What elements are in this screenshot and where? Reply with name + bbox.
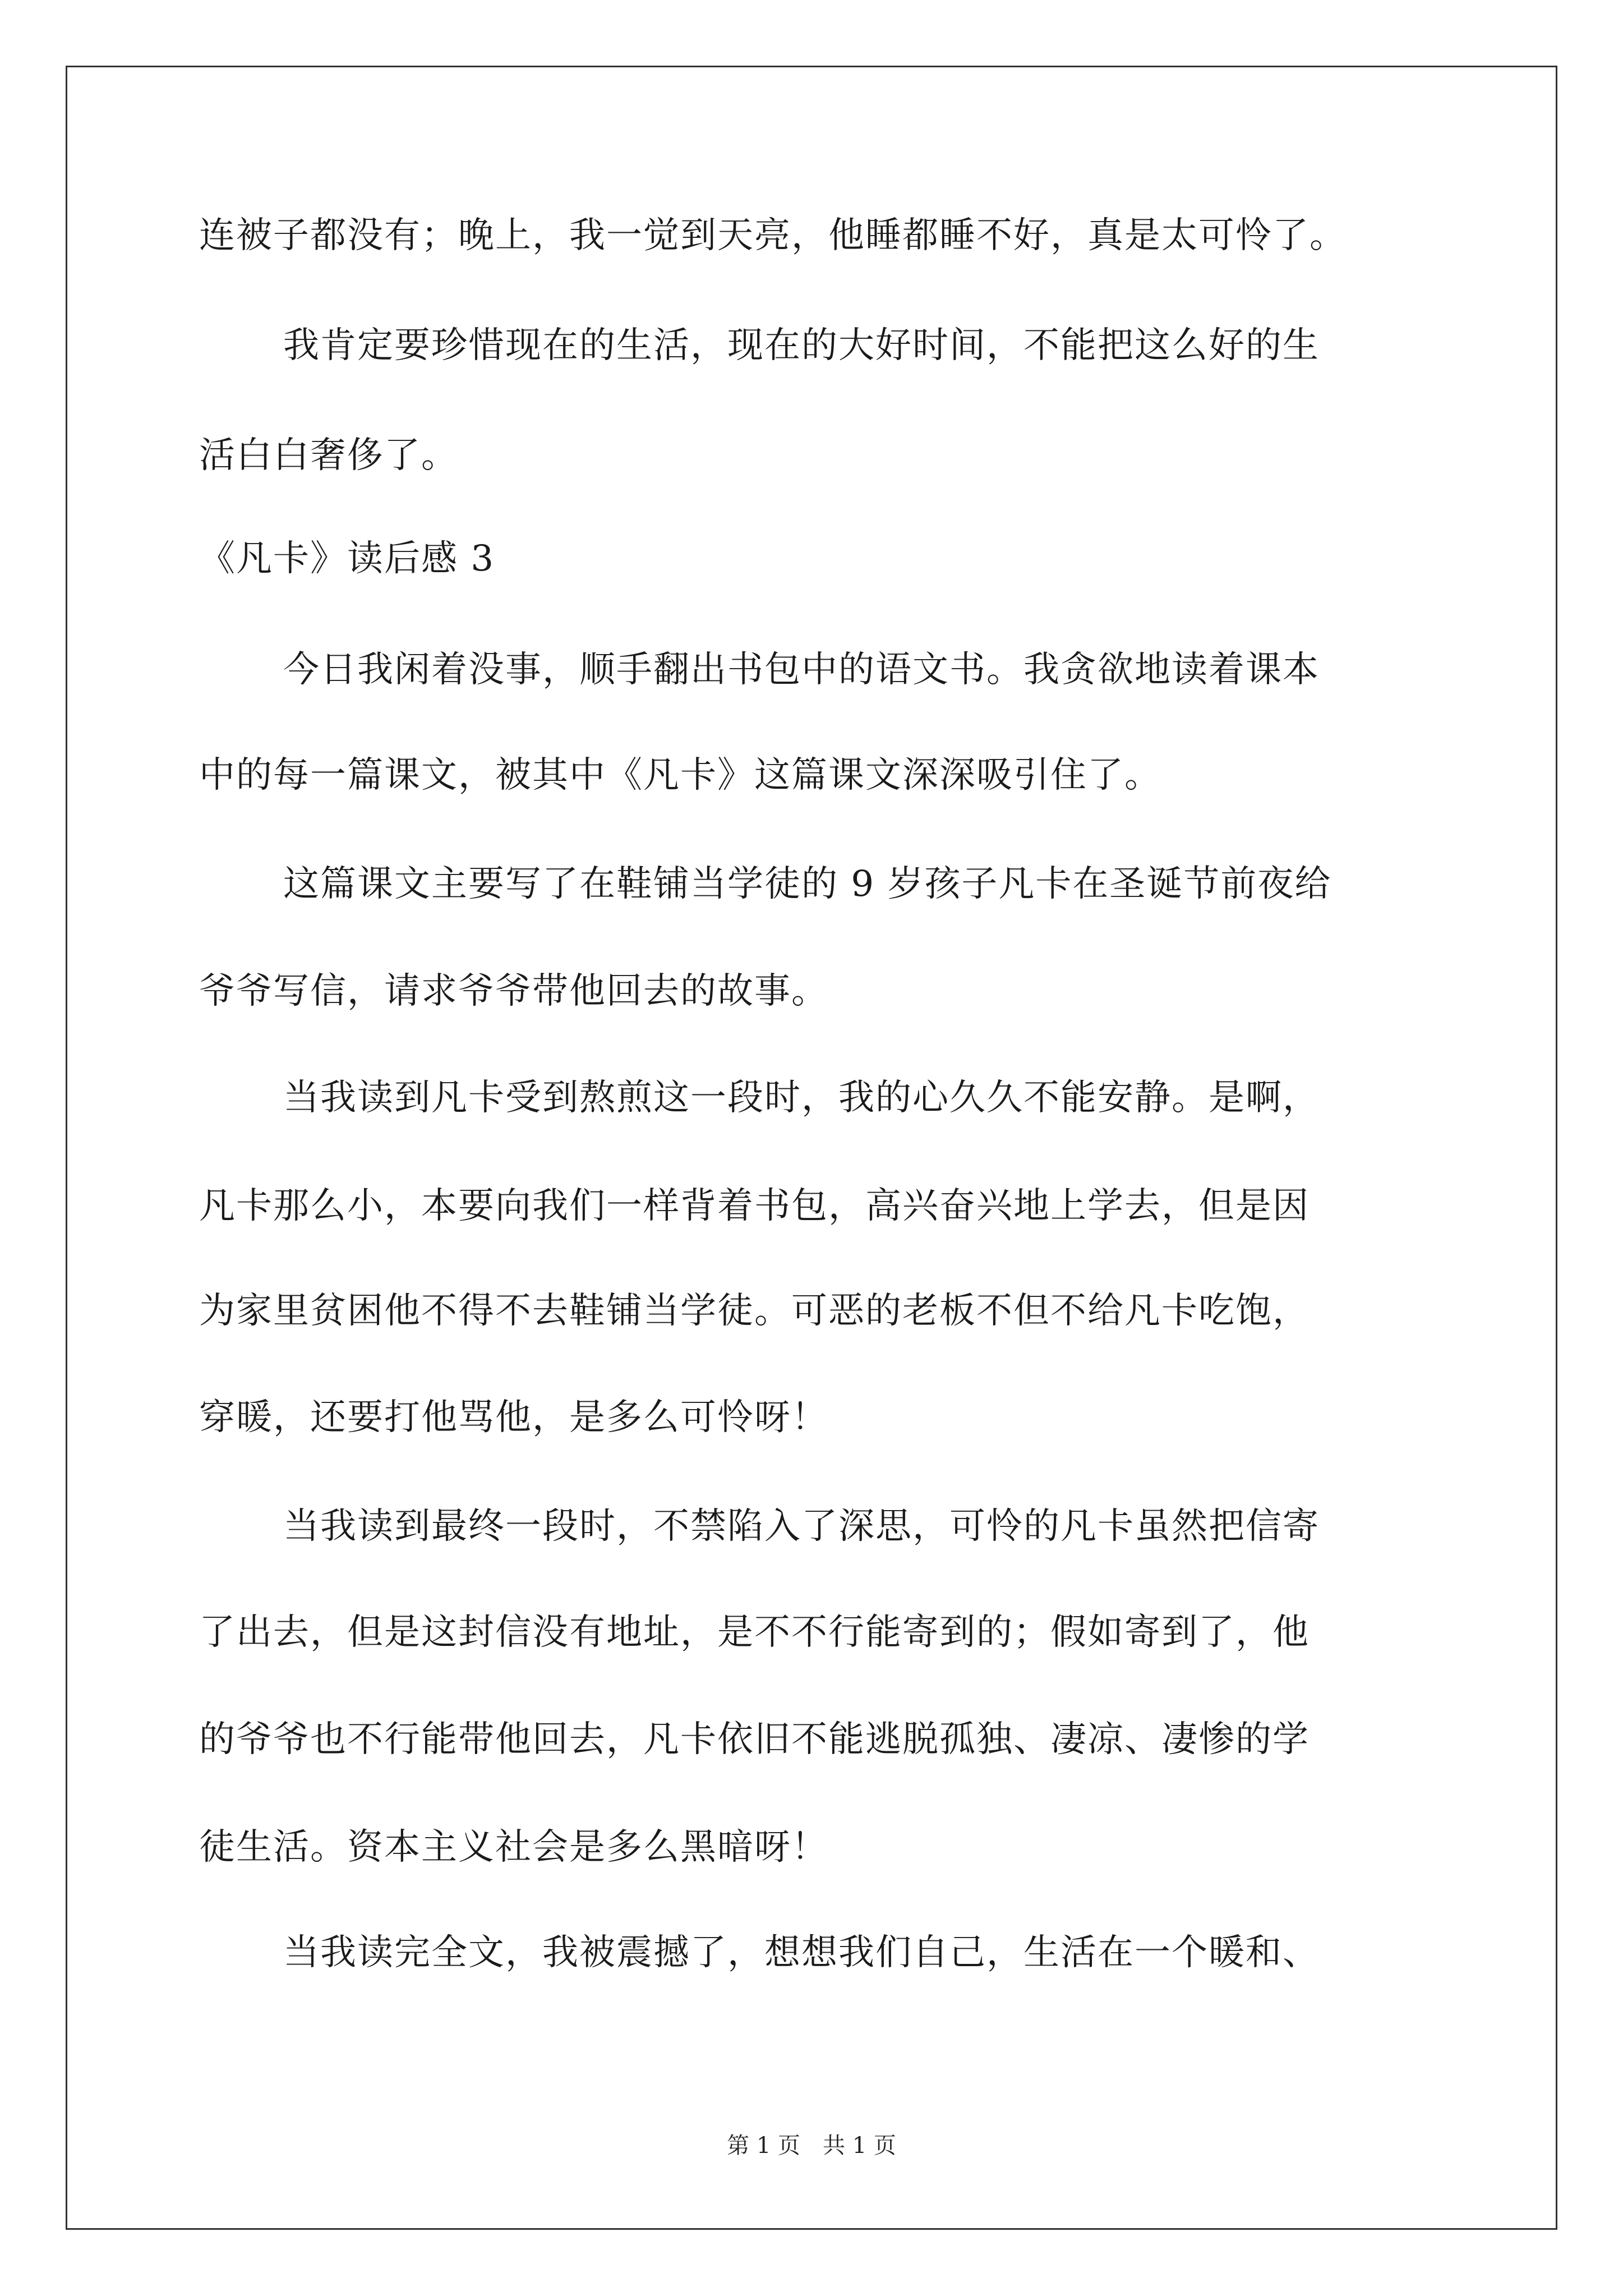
text-line: 了出去，但是这封信没有地址，是不不行能寄到的；假如寄到了，他 — [199, 1612, 1310, 1653]
text-line: 这篇课文主要写了在鞋铺当学徒的 9 岁孩子凡卡在圣诞节前夜给 — [283, 863, 1332, 905]
text-line: 今日我闲着没事，顺手翻出书包中的语文书。我贪欲地读着课本 — [283, 649, 1320, 691]
text-line: 为家里贫困他不得不去鞋铺当学徒。可恶的老板不但不给凡卡吃饱， — [199, 1290, 1310, 1332]
text-line: 的爷爷也不行能带他回去，凡卡依旧不能逃脱孤独、凄凉、凄惨的学 — [199, 1719, 1310, 1760]
text-line: 徒生活。资本主义社会是多么黑暗呀！ — [199, 1826, 828, 1868]
page-frame — [66, 66, 1557, 2230]
text-line: 当我读完全文，我被震撼了，想想我们自己，生活在一个暖和、 — [283, 1932, 1320, 1973]
text-line: 连被子都没有；晚上，我一觉到天亮，他睡都睡不好，真是太可怜了。 — [199, 215, 1347, 256]
text-line: 穿暖，还要打他骂他，是多么可怜呀！ — [199, 1397, 828, 1438]
text-line: 凡卡那么小，本要向我们一样背着书包，高兴奋兴地上学去，但是因 — [199, 1185, 1310, 1227]
text-line: 爷爷写信，请求爷爷带他回去的故事。 — [199, 970, 828, 1012]
text-line: 活白白奢侈了。 — [199, 435, 458, 476]
text-line: 当我读到凡卡受到熬煎这一段时，我的心久久不能安静。是啊， — [283, 1077, 1320, 1119]
text-line: 当我读到最终一段时，不禁陷入了深思，可怜的凡卡虽然把信寄 — [283, 1506, 1320, 1547]
text-line: 我肯定要珍惜现在的生活，现在的大好时间，不能把这么好的生 — [283, 325, 1320, 366]
section-heading: 《凡卡》读后感 3 — [199, 538, 495, 579]
text-line: 中的每一篇课文，被其中《凡卡》这篇课文深深吸引住了。 — [199, 754, 1161, 796]
page-footer: 第 1 页 共 1 页 — [727, 2133, 896, 2159]
